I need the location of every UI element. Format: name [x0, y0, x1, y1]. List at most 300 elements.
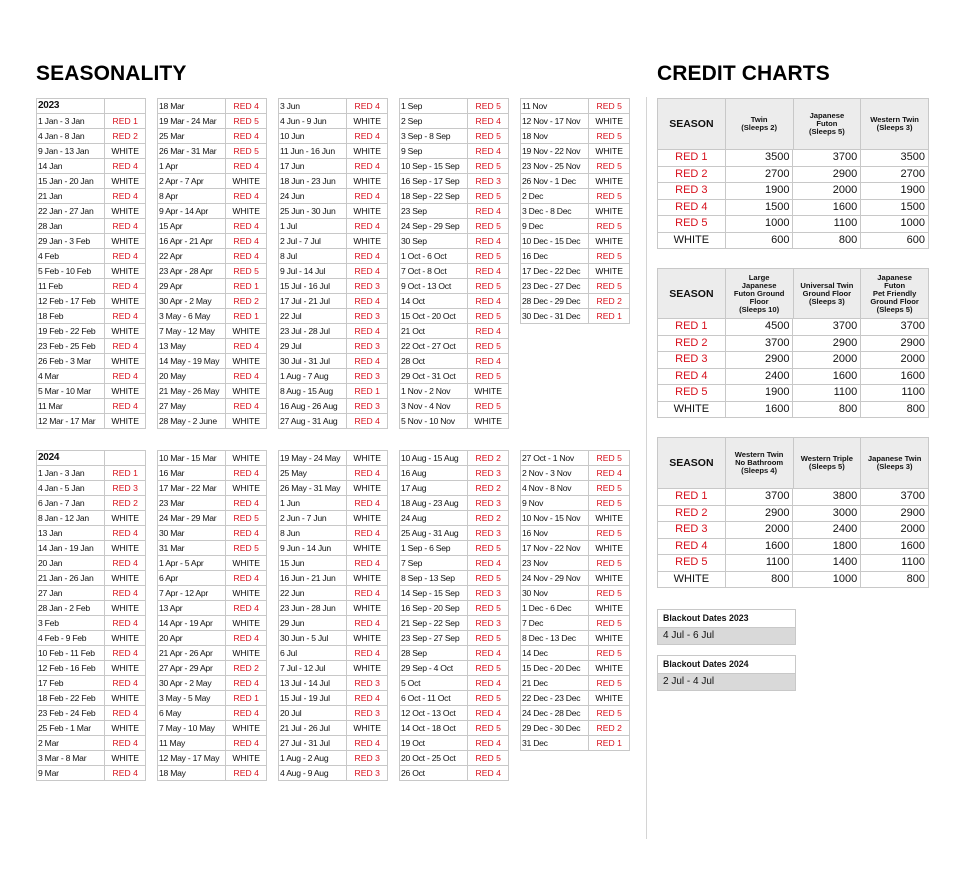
season-code: WHITE	[105, 511, 146, 525]
season-code: RED 4	[347, 99, 388, 113]
season-row	[400, 384, 509, 399]
date-range: 22 Apr	[158, 249, 226, 263]
date-range: 2 Jul - 7 Jul	[279, 234, 347, 248]
season-code: RED 4	[468, 354, 509, 368]
credit-value: 800	[726, 572, 794, 588]
season-code: RED 4	[347, 159, 388, 173]
season-code: RED 4	[105, 646, 146, 660]
season-code: RED 1	[105, 466, 146, 480]
season-code: WHITE	[347, 601, 388, 615]
date-range: 18 Sep - 22 Sep	[400, 189, 468, 203]
season-code: WHITE	[226, 481, 267, 495]
season-code: WHITE	[589, 144, 630, 158]
season-row	[279, 511, 388, 526]
season-code: RED 5	[468, 631, 509, 645]
season-header: SEASON	[658, 438, 726, 488]
season-column	[36, 450, 146, 781]
season-row	[158, 751, 267, 766]
season-code: RED 3	[468, 496, 509, 510]
date-range: 8 Jun	[279, 526, 347, 540]
date-range: 24 Nov - 29 Nov	[521, 571, 589, 585]
date-range: 23 Apr - 28 Apr	[158, 264, 226, 278]
season-column	[157, 450, 267, 781]
season-code: WHITE	[226, 354, 267, 368]
date-range: 6 May	[158, 706, 226, 720]
date-range: 7 Jul - 12 Jul	[279, 661, 347, 675]
season-code: WHITE	[347, 571, 388, 585]
date-range: 9 Mar	[37, 766, 105, 780]
date-range: 17 Dec - 22 Dec	[521, 264, 589, 278]
season-row	[521, 661, 630, 676]
date-range: 21 Dec	[521, 676, 589, 690]
credit-table	[657, 437, 929, 588]
season-row	[521, 451, 630, 466]
season-code: RED 4	[105, 556, 146, 570]
season-row	[521, 646, 630, 661]
season-row	[521, 676, 630, 691]
date-range: 1 Nov - 2 Nov	[400, 384, 468, 398]
date-range: 27 Jul - 31 Jul	[279, 736, 347, 750]
date-range: 13 May	[158, 339, 226, 353]
date-range: 15 Dec - 20 Dec	[521, 661, 589, 675]
section-divider	[646, 97, 647, 839]
credit-value: 2000	[793, 352, 861, 368]
season-row	[37, 294, 146, 309]
date-range: 2 Apr - 7 Apr	[158, 174, 226, 188]
credit-value: 1900	[726, 183, 794, 199]
date-range: 26 Mar - 31 Mar	[158, 144, 226, 158]
date-range: 21 Jan	[37, 189, 105, 203]
season-code: RED 5	[468, 219, 509, 233]
credit-value: 1000	[793, 572, 861, 588]
season-row	[521, 234, 630, 249]
season-row	[158, 556, 267, 571]
season-code: RED 4	[347, 691, 388, 705]
date-range: 14 Sep - 15 Sep	[400, 586, 468, 600]
season-code: RED 4	[347, 586, 388, 600]
season-code: WHITE	[105, 294, 146, 308]
date-range: 17 Mar - 22 Mar	[158, 481, 226, 495]
season-row	[521, 294, 630, 309]
date-range: 10 Mar - 15 Mar	[158, 451, 226, 465]
season-row	[37, 249, 146, 264]
season-row	[37, 174, 146, 189]
date-range: 7 Apr - 12 Apr	[158, 586, 226, 600]
date-range: 26 May - 31 May	[279, 481, 347, 495]
season-code: RED 2	[468, 511, 509, 525]
season-code: WHITE	[105, 354, 146, 368]
date-range: 27 Apr - 29 Apr	[158, 661, 226, 675]
credit-value: 800	[793, 233, 861, 249]
season-row	[400, 369, 509, 384]
season-code: RED 5	[589, 129, 630, 143]
season-code: RED 2	[226, 661, 267, 675]
season-code: RED 4	[347, 324, 388, 338]
date-range: 11 Mar	[37, 399, 105, 413]
season-code: RED 5	[468, 159, 509, 173]
season-code: RED 4	[226, 706, 267, 720]
season-row	[37, 339, 146, 354]
date-range: 25 Feb - 1 Mar	[37, 721, 105, 735]
season-code: RED 4	[347, 414, 388, 428]
season-code: RED 4	[105, 189, 146, 203]
season-row	[37, 751, 146, 766]
season-row	[279, 631, 388, 646]
date-range: 4 Mar	[37, 369, 105, 383]
season-code: RED 4	[105, 159, 146, 173]
date-range: 3 Dec - 8 Dec	[521, 204, 589, 218]
season-code: RED 1	[658, 489, 726, 505]
season-row	[158, 234, 267, 249]
season-code: RED 3	[468, 526, 509, 540]
season-code: WHITE	[105, 384, 146, 398]
season-row	[279, 339, 388, 354]
date-range: 15 Jan - 20 Jan	[37, 174, 105, 188]
date-range: 21 Jan - 26 Jan	[37, 571, 105, 585]
credit-value: 2900	[861, 506, 929, 522]
season-row	[400, 481, 509, 496]
date-range: 18 Feb	[37, 309, 105, 323]
season-row	[521, 189, 630, 204]
season-row	[158, 354, 267, 369]
date-range: 23 Nov - 25 Nov	[521, 159, 589, 173]
date-range: 14 Dec	[521, 646, 589, 660]
season-row	[37, 354, 146, 369]
season-code: RED 5	[589, 526, 630, 540]
season-code: WHITE	[347, 661, 388, 675]
season-row	[521, 481, 630, 496]
season-code: RED 1	[347, 384, 388, 398]
season-row	[521, 736, 630, 751]
season-code: RED 4	[347, 264, 388, 278]
season-row	[521, 99, 630, 114]
season-row	[37, 556, 146, 571]
season-row	[400, 219, 509, 234]
season-code: RED 3	[347, 766, 388, 780]
season-row	[400, 766, 509, 781]
season-code: RED 5	[589, 189, 630, 203]
season-row	[521, 114, 630, 129]
date-range: 29 Jun	[279, 616, 347, 630]
date-range: 25 Aug - 31 Aug	[400, 526, 468, 540]
season-code: RED 4	[347, 129, 388, 143]
season-row	[279, 571, 388, 586]
credit-value: 1100	[793, 385, 861, 401]
date-range: 8 Sep - 13 Sep	[400, 571, 468, 585]
date-range: 22 Oct - 27 Oct	[400, 339, 468, 353]
season-row	[37, 496, 146, 511]
season-row	[400, 279, 509, 294]
season-row	[400, 616, 509, 631]
season-row	[279, 129, 388, 144]
season-code: RED 2	[658, 336, 726, 352]
season-row	[521, 264, 630, 279]
date-range: 12 May - 17 May	[158, 751, 226, 765]
season-row	[279, 706, 388, 721]
credit-value: 2900	[793, 167, 861, 183]
date-range: 21 Oct	[400, 324, 468, 338]
season-code: RED 3	[658, 352, 726, 368]
season-row	[279, 174, 388, 189]
date-range: 16 Mar	[158, 466, 226, 480]
season-code: RED 5	[658, 385, 726, 401]
date-range: 9 Jan - 13 Jan	[37, 144, 105, 158]
date-range: 11 May	[158, 736, 226, 750]
season-code: WHITE	[105, 144, 146, 158]
blackout-title: Blackout Dates 2024	[658, 656, 795, 674]
season-row	[158, 646, 267, 661]
date-range: 24 Aug	[400, 511, 468, 525]
date-range: 28 Jan - 2 Feb	[37, 601, 105, 615]
credit-value: 3700	[793, 150, 861, 166]
season-code: RED 4	[226, 159, 267, 173]
date-range: 22 Dec - 23 Dec	[521, 691, 589, 705]
credit-row	[658, 572, 929, 589]
date-range: 20 Jul	[279, 706, 347, 720]
date-range: 1 Sep - 6 Sep	[400, 541, 468, 555]
credit-value: 2400	[793, 522, 861, 538]
date-range: 4 Aug - 9 Aug	[279, 766, 347, 780]
season-code: WHITE	[105, 721, 146, 735]
credit-value: 1600	[726, 402, 794, 418]
credit-value: 3000	[793, 506, 861, 522]
date-range: 8 Apr	[158, 189, 226, 203]
season-code: WHITE	[226, 616, 267, 630]
season-code: RED 4	[105, 586, 146, 600]
season-row	[279, 369, 388, 384]
season-code: WHITE	[105, 751, 146, 765]
date-range: 23 Nov	[521, 556, 589, 570]
season-code: RED 5	[468, 751, 509, 765]
date-range: 13 Jan	[37, 526, 105, 540]
credit-table-header	[658, 269, 929, 319]
season-code: RED 4	[468, 324, 509, 338]
season-code: RED 3	[347, 369, 388, 383]
date-range: 17 Aug	[400, 481, 468, 495]
season-code: RED 4	[105, 766, 146, 780]
credit-row	[658, 216, 929, 233]
date-range: 16 Jun - 21 Jun	[279, 571, 347, 585]
date-range: 31 Mar	[158, 541, 226, 555]
season-row	[37, 264, 146, 279]
date-range: 3 Mar - 8 Mar	[37, 751, 105, 765]
season-code: RED 3	[468, 616, 509, 630]
season-row	[158, 766, 267, 781]
credit-value: 1000	[861, 216, 929, 232]
season-code: RED 1	[105, 114, 146, 128]
date-range: 28 Oct	[400, 354, 468, 368]
season-row	[400, 661, 509, 676]
season-row	[37, 324, 146, 339]
season-row	[521, 249, 630, 264]
credit-value: 2000	[861, 352, 929, 368]
date-range: 2 Nov - 3 Nov	[521, 466, 589, 480]
season-row	[279, 279, 388, 294]
date-range: 27 Jan	[37, 586, 105, 600]
date-range: 11 Jun - 16 Jun	[279, 144, 347, 158]
season-row	[37, 114, 146, 129]
credit-value: 1800	[793, 539, 861, 555]
season-code: RED 4	[226, 249, 267, 263]
season-row	[521, 556, 630, 571]
season-code: WHITE	[105, 204, 146, 218]
season-code: RED 3	[347, 339, 388, 353]
date-range: 20 Apr	[158, 631, 226, 645]
date-range: 29 Oct - 31 Oct	[400, 369, 468, 383]
season-code: RED 4	[468, 234, 509, 248]
date-range: 12 Nov - 17 Nov	[521, 114, 589, 128]
date-range: 23 Mar	[158, 496, 226, 510]
date-range: 17 Jun	[279, 159, 347, 173]
date-range: 15 Jul - 16 Jul	[279, 279, 347, 293]
season-code: RED 4	[658, 200, 726, 216]
season-code: RED 3	[347, 676, 388, 690]
season-row	[400, 204, 509, 219]
date-range: 28 Sep	[400, 646, 468, 660]
credit-value: 3700	[793, 319, 861, 335]
season-row	[400, 556, 509, 571]
date-range: 18 Aug - 23 Aug	[400, 496, 468, 510]
season-column	[520, 450, 630, 751]
season-code: RED 5	[589, 616, 630, 630]
season-row	[400, 526, 509, 541]
season-code: WHITE	[347, 451, 388, 465]
season-row	[279, 721, 388, 736]
season-code: RED 5	[589, 279, 630, 293]
season-row	[400, 721, 509, 736]
year-header-row	[37, 99, 146, 114]
season-row	[158, 721, 267, 736]
season-code: RED 5	[589, 99, 630, 113]
date-range: 3 Nov - 4 Nov	[400, 399, 468, 413]
season-row	[158, 496, 267, 511]
season-row	[400, 129, 509, 144]
season-row	[400, 601, 509, 616]
season-row	[158, 219, 267, 234]
season-code: WHITE	[105, 264, 146, 278]
season-row	[279, 616, 388, 631]
season-row	[400, 354, 509, 369]
season-code: RED 5	[226, 264, 267, 278]
season-code: WHITE	[589, 174, 630, 188]
season-row	[279, 264, 388, 279]
season-row	[158, 661, 267, 676]
date-range: 1 Jul	[279, 219, 347, 233]
season-row	[400, 511, 509, 526]
date-range: 7 May - 12 May	[158, 324, 226, 338]
season-code: WHITE	[589, 541, 630, 555]
season-code: RED 5	[468, 369, 509, 383]
season-column	[399, 450, 509, 781]
season-code: WHITE	[105, 601, 146, 615]
season-row	[37, 466, 146, 481]
date-range: 17 Nov - 22 Nov	[521, 541, 589, 555]
season-row	[400, 646, 509, 661]
date-range: 8 Jul	[279, 249, 347, 263]
date-range: 9 Oct - 13 Oct	[400, 279, 468, 293]
season-row	[279, 234, 388, 249]
credit-value: 2700	[861, 167, 929, 183]
season-code: RED 5	[226, 114, 267, 128]
season-row	[521, 601, 630, 616]
season-row	[400, 99, 509, 114]
season-row	[400, 399, 509, 414]
date-range: 23 Feb - 25 Feb	[37, 339, 105, 353]
season-row	[158, 294, 267, 309]
date-range: 21 Apr - 26 Apr	[158, 646, 226, 660]
season-code: RED 5	[226, 511, 267, 525]
season-row	[400, 571, 509, 586]
date-range: 7 May - 10 May	[158, 721, 226, 735]
season-row	[37, 766, 146, 781]
season-code: WHITE	[347, 721, 388, 735]
credit-charts-title: CREDIT CHARTS	[657, 62, 830, 85]
season-row	[37, 414, 146, 429]
date-range: 19 Mar - 24 Mar	[158, 114, 226, 128]
season-code: WHITE	[226, 384, 267, 398]
season-row	[158, 399, 267, 414]
date-range: 17 Jul - 21 Jul	[279, 294, 347, 308]
date-range: 26 Nov - 1 Dec	[521, 174, 589, 188]
date-range: 30 Dec - 31 Dec	[521, 309, 589, 323]
date-range: 6 Jul	[279, 646, 347, 660]
date-range: 9 Dec	[521, 219, 589, 233]
date-range: 25 Mar	[158, 129, 226, 143]
season-row	[158, 466, 267, 481]
season-code: RED 5	[468, 601, 509, 615]
season-code: RED 4	[468, 706, 509, 720]
room-type-header: Large Japanese Futon Ground Floor (Sleeps 10)	[726, 269, 794, 318]
date-range: 14 Jan	[37, 159, 105, 173]
season-row	[158, 279, 267, 294]
date-range: 1 Aug - 2 Aug	[279, 751, 347, 765]
credit-value: 1600	[793, 369, 861, 385]
credit-value: 1500	[726, 200, 794, 216]
credit-value: 2900	[726, 352, 794, 368]
date-range: 5 Oct	[400, 676, 468, 690]
season-row	[400, 309, 509, 324]
season-column	[36, 98, 146, 429]
credit-row	[658, 200, 929, 217]
date-range: 22 Jan - 27 Jan	[37, 204, 105, 218]
season-row	[279, 601, 388, 616]
credit-value: 3500	[861, 150, 929, 166]
season-row	[158, 384, 267, 399]
date-range: 30 Nov	[521, 586, 589, 600]
season-code: WHITE	[589, 204, 630, 218]
date-range: 28 Dec - 29 Dec	[521, 294, 589, 308]
credit-row	[658, 183, 929, 200]
date-range: 23 Dec - 27 Dec	[521, 279, 589, 293]
season-row	[158, 129, 267, 144]
season-row	[279, 481, 388, 496]
date-range: 9 Sep	[400, 144, 468, 158]
season-code: RED 4	[226, 399, 267, 413]
date-range: 1 Jan - 3 Jan	[37, 114, 105, 128]
credit-value: 3800	[793, 489, 861, 505]
season-row	[158, 676, 267, 691]
date-range: 16 Apr - 21 Apr	[158, 234, 226, 248]
date-range: 1 Dec - 6 Dec	[521, 601, 589, 615]
season-row	[37, 481, 146, 496]
date-range: 10 Sep - 15 Sep	[400, 159, 468, 173]
date-range: 20 May	[158, 369, 226, 383]
season-row	[400, 496, 509, 511]
season-code: RED 5	[468, 571, 509, 585]
season-code: RED 5	[468, 541, 509, 555]
date-range: 2 Sep	[400, 114, 468, 128]
date-range: 13 Jul - 14 Jul	[279, 676, 347, 690]
